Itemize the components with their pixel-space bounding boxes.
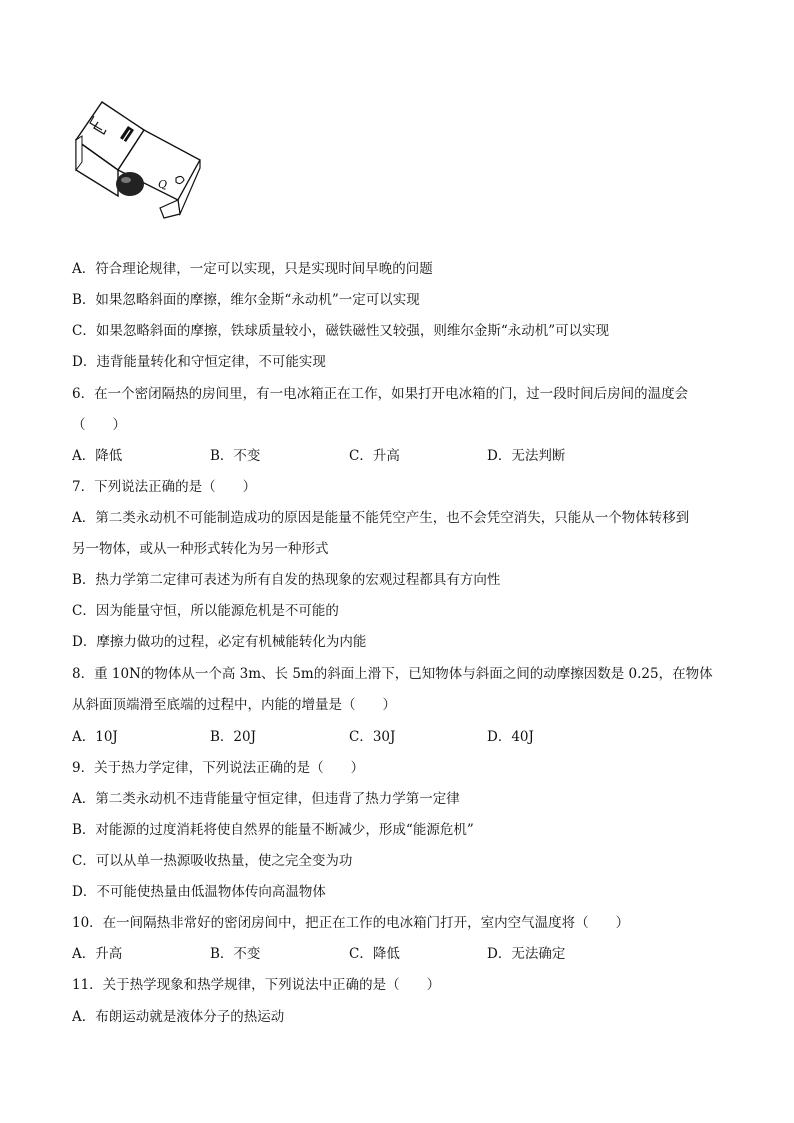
q5-option-a: A．符合理论规律，一定可以实现，只是实现时间早晚的问题 xyxy=(72,261,433,277)
q7-stem: 7．下列说法正确的是（ ） xyxy=(72,479,257,495)
q7-option-a: A．第二类永动机不可能制造成功的原因是能量不能凭空产生，也不会凭空消失，只能从一个物体转移到 xyxy=(72,510,690,526)
q5-option-d: D．违背能量转化和守恒定律，不可能实现 xyxy=(72,354,326,370)
q5-option-c: C．如果忽略斜面的摩擦，铁球质量较小，磁铁磁性又较强，则维尔金斯“永动机”可以实现 xyxy=(72,323,610,339)
q10-stem: 10．在一间隔热非常好的密闭房间中，把正在工作的电冰箱门打开，室内空气温度将（ ） xyxy=(72,915,630,931)
q10-option-b: B．不变 xyxy=(210,946,261,962)
q6-option-d: D．无法判断 xyxy=(487,448,566,464)
label-q: Q xyxy=(158,178,168,191)
q7-option-c: C．因为能量守恒，所以能源危机是不可能的 xyxy=(72,603,339,619)
q9-option-c: C．可以从单一热源吸收热量，使之完全变为功 xyxy=(72,853,353,869)
q8-options xyxy=(72,727,732,747)
q10-option-d: D．无法确定 xyxy=(487,946,566,962)
q8-option-c: C．30J xyxy=(349,729,396,745)
q8-option-d: D．40J xyxy=(487,729,534,745)
ramp-diagram xyxy=(72,96,208,220)
q8-option-b: B．20J xyxy=(210,729,257,745)
q6-option-b: B．不变 xyxy=(210,448,261,464)
perpetual-motion-figure xyxy=(72,96,208,220)
q11-option-a: A．布朗运动就是液体分子的热运动 xyxy=(72,1009,285,1025)
q6-option-c: C．升高 xyxy=(349,448,400,464)
q8-stem-line1: 8．重 10N的物体从一个高 3m、长 5m的斜面上滑下，已知物体与斜面之间的动摩擦因数是 0.25，在物体 xyxy=(72,666,713,682)
q9-option-b: B．对能源的过度消耗将使自然界的能量不断减少，形成“能源危机” xyxy=(72,822,474,838)
q8-stem-line2: 从斜面顶端滑至底端的过程中，内能的增量是（ ） xyxy=(72,697,396,713)
iron-ball xyxy=(116,172,144,196)
q6-stem-line2: （ ） xyxy=(72,417,126,433)
q10-option-a: A．升高 xyxy=(72,946,123,962)
q7-option-a-cont: 另一物体，或从一种形式转化为另一种形式 xyxy=(72,541,329,557)
q8-option-a: A．10J xyxy=(72,729,118,745)
q5-option-b: B．如果忽略斜面的摩擦，维尔金斯“永动机”一定可以实现 xyxy=(72,292,420,308)
q7-option-b: B．热力学第二定律可表述为所有自发的热现象的宏观过程都具有方向性 xyxy=(72,572,501,588)
q6-option-a: A．降低 xyxy=(72,448,123,464)
q7-option-d: D．摩擦力做功的过程，必定有机械能转化为内能 xyxy=(72,634,367,650)
q10-options xyxy=(72,944,732,964)
q6-options xyxy=(72,446,732,466)
q9-stem: 9．关于热力学定律，下列说法正确的是（ ） xyxy=(72,760,365,776)
q9-option-d: D．不可能使热量由低温物体传向高温物体 xyxy=(72,884,326,900)
q10-option-c: C．降低 xyxy=(349,946,400,962)
q9-option-a: A．第二类永动机不违背能量守恒定律，但违背了热力学第一定律 xyxy=(72,791,460,807)
q6-stem-line1: 6．在一个密闭隔热的房间里，有一电冰箱正在工作，如果打开电冰箱的门，过一段时间后房间的温度会 xyxy=(72,386,689,402)
q11-stem: 11．关于热学现象和热学规律，下列说法中正确的是（ ） xyxy=(72,977,441,993)
